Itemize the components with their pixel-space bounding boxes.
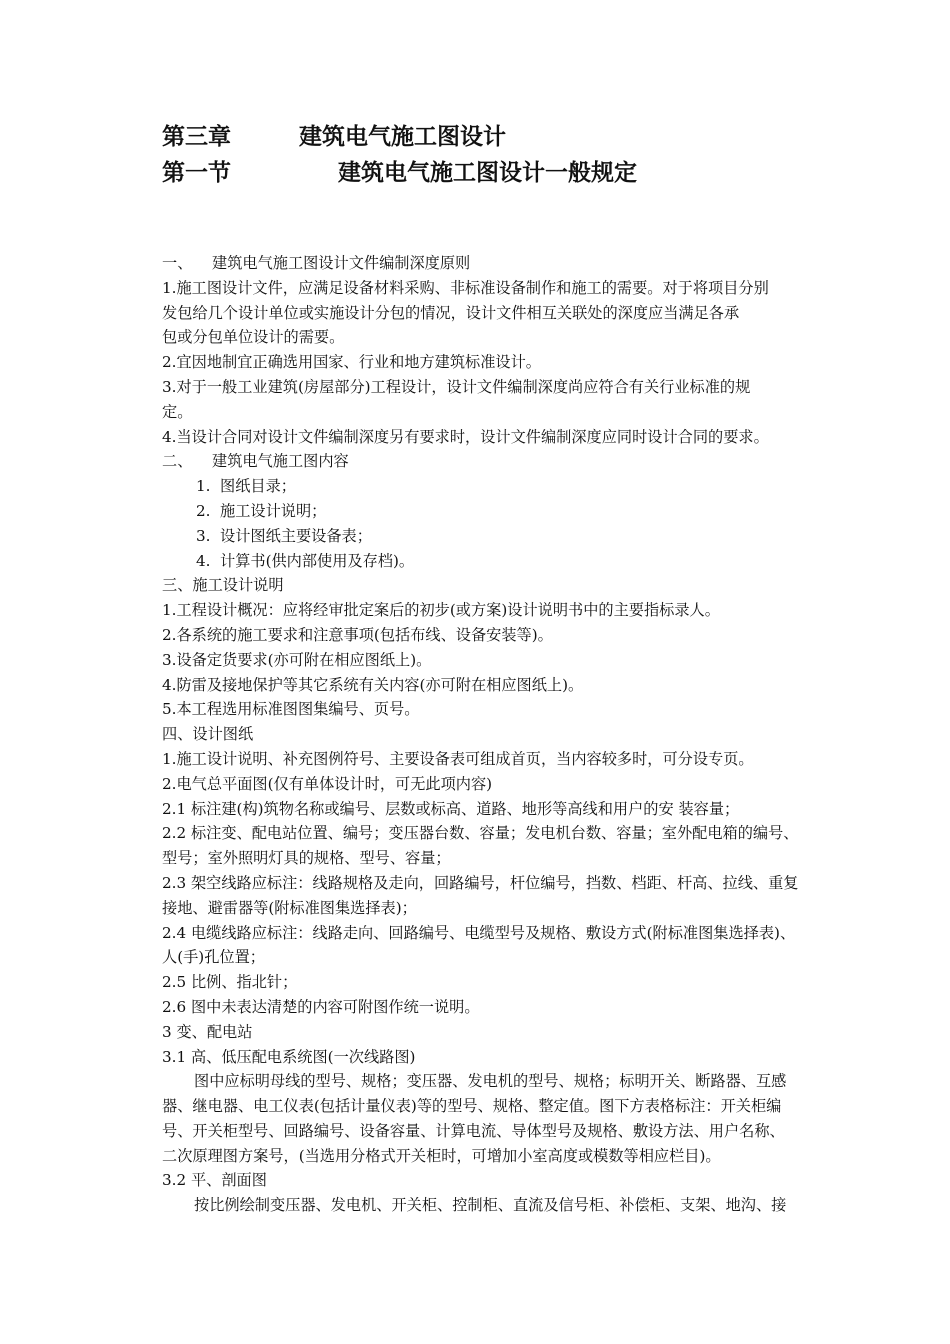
paragraph-line: 3.1 高、低压配电系统图(一次线路图) [162, 1047, 416, 1066]
list-item [162, 499, 830, 524]
list-item-text: 施工设计说明； [220, 501, 327, 520]
paragraph-line: 2.3 架空线路应标注：线路规格及走向，回路编号，杆位编号，挡数、档距、杆高、拉线、重复 [162, 873, 799, 892]
paragraph-line: 1.施工图设计文件，应满足设备材料采购、非标准设备制作和施工的需要。对于将项目分别 [162, 278, 769, 297]
list-item [162, 549, 830, 574]
section-title: 建筑电气施工图设计一般规定 [338, 160, 637, 186]
paragraph-line: 二次原理图方案号，(当选用分格式开关柜时，可增加小室高度或模数等相应栏目)。 [162, 1146, 721, 1165]
paragraph-line: 2.各系统的施工要求和注意事项(包括布线、设备安装等)。 [162, 625, 553, 644]
sec2-heading [162, 449, 830, 474]
paragraph-line: 3 变、配电站 [162, 1022, 253, 1041]
paragraph-line: 4.当设计合同对设计文件编制深度另有要求时，设计文件编制深度应同时设计合同的要求。 [162, 427, 769, 446]
chapter-label: 第三章 [162, 124, 231, 150]
paragraph-line: 接地、避雷器等(附标准图集选择表)； [162, 898, 417, 917]
chapter-title: 建筑电气施工图设计 [299, 124, 506, 150]
chapter-heading [162, 122, 506, 152]
section-heading [162, 158, 637, 188]
paragraph-line: 4.防雷及接地保护等其它系统有关内容(亦可附在相应图纸上)。 [162, 675, 584, 694]
sec1-title: 建筑电气施工图设计文件编制深度原则 [212, 254, 471, 272]
sec1-heading [162, 251, 830, 276]
paragraph-line: 人(手)孔位置； [162, 948, 265, 967]
paragraph-line: 型号；室外照明灯具的规格、型号、容量； [162, 849, 451, 868]
paragraph-line: 号、开关柜型号、回路编号、设备容量、计算电流、导体型号及规格、敷设方法、用户名称、 [162, 1121, 785, 1140]
paragraph-line: 图中应标明母线的型号、规格；变压器、发电机的型号、规格；标明开关、断路器、互感 [194, 1072, 787, 1091]
paragraph-line: 器、继电器、电工仪表(包括计量仪表)等的型号、规格、整定值。图下方表格标注：开关柜编 [162, 1097, 782, 1116]
sec2-num: 二、 [162, 452, 193, 471]
paragraph-line: 2.2 标注变、配电站位置、编号；变压器台数、容量；发电机台数、容量；室外配电箱的编号、 [162, 824, 799, 843]
list-item-num: 4. [196, 551, 211, 570]
paragraph-line: 1.施工设计说明、补充图例符号、主要设备表可组成首页，当内容较多时，可分设专页。 [162, 749, 754, 768]
paragraph-line: 2.6 图中未表达清楚的内容可附图作统一说明。 [162, 997, 480, 1016]
list-item [162, 524, 830, 549]
list-item-text: 图纸目录； [220, 477, 296, 496]
paragraph-line: 2.电气总平面图(仅有单体设计时，可无此项内容) [162, 774, 493, 793]
paragraph-line: 包或分包单位设计的需要。 [162, 328, 345, 347]
document-body [162, 251, 830, 1218]
sub-heading-3-2: 3.2 平、剖面图 [162, 1171, 267, 1190]
paragraph-line: 2.5 比例、指北针； [162, 973, 298, 992]
paragraph-line: 2.4 电缆线路应标注：线路走向、回路编号、电缆型号及规格、敷设方式(附标准图集选择表)、 [162, 923, 796, 942]
paragraph-line: 1.工程设计概况：应将经审批定案后的初步(或方案)设计说明书中的主要指标录人。 [162, 601, 720, 620]
paragraph-line: 3.对于一般工业建筑(房屋部分)工程设计，设计文件编制深度尚应符合有关行业标准的规 [162, 377, 751, 396]
sec1-num: 一、 [162, 254, 193, 272]
list-item-num: 1. [196, 477, 211, 496]
paragraph-line: 3.设备定货要求(亦可附在相应图纸上)。 [162, 650, 432, 669]
paragraph-line: 5.本工程选用标准图图集编号、页号。 [162, 700, 420, 719]
list-item-text: 设计图纸主要设备表； [220, 526, 372, 545]
paragraph-line: 按比例绘制变压器、发电机、开关柜、控制柜、直流及信号柜、补偿柜、支架、地沟、接 [194, 1196, 787, 1215]
paragraph-line: 定。 [162, 402, 193, 421]
sec4-heading: 四、设计图纸 [162, 725, 254, 744]
sec2-title: 建筑电气施工图内容 [212, 452, 349, 471]
list-item [162, 474, 830, 499]
list-item-text: 计算书(供内部使用及存档)。 [220, 551, 415, 570]
section-label: 第一节 [162, 160, 231, 186]
paragraph-line: 2.宜因地制宜正确选用国家、行业和地方建筑标准设计。 [162, 353, 541, 372]
list-item-num: 3. [196, 526, 211, 545]
paragraph-line: 2.1 标注建(构)筑物名称或编号、层数或标高、道路、地形等高线和用户的安 装容量； [162, 799, 740, 818]
sec3-heading: 三、施工设计说明 [162, 576, 284, 595]
paragraph-line: 发包给几个设计单位或实施设计分包的情况，设计文件相互关联处的深度应当满足各承 [162, 303, 740, 322]
list-item-num: 2. [196, 501, 211, 520]
